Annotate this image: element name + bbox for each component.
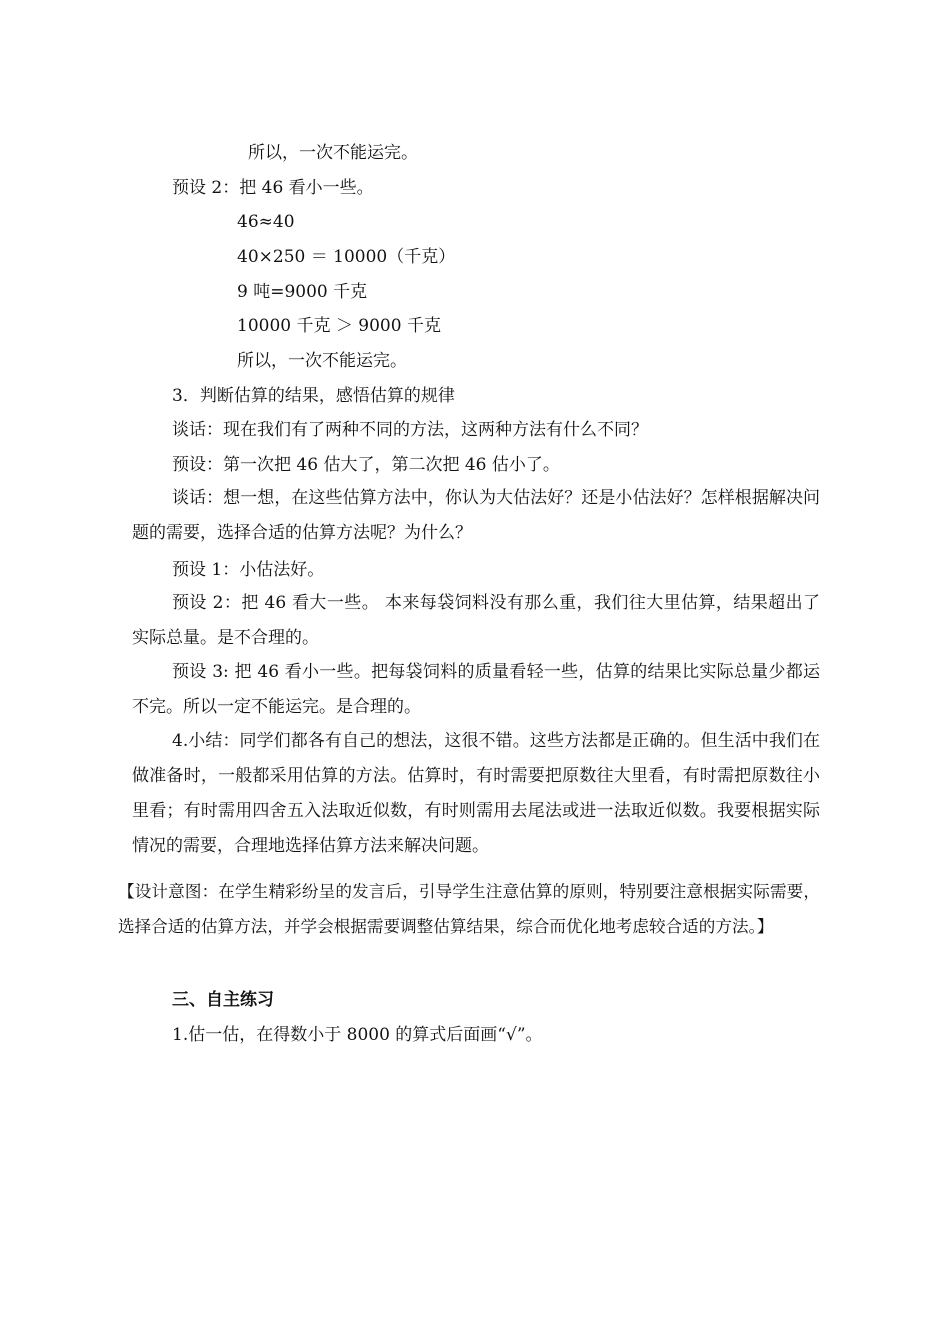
exercise-1-line: 1.估一估，在得数小于 8000 的算式后面画“√”。 (172, 1025, 543, 1045)
multiply-line: 40×250 ＝ 10000（千克） (237, 247, 456, 267)
approx-line: 46≈40 (237, 212, 295, 232)
tons-line: 9 吨=9000 千克 (237, 282, 368, 302)
compare-line: 10000 千克 ＞ 9000 千克 (237, 316, 441, 336)
talk-paragraph-2: 谈话：想一想，在这些估算方法中，你认为大估法好？还是小估法好？怎样根据解决问题的需要，选择合适的估算方法呢？为什么？ (132, 488, 820, 543)
section-practice-heading: 三、自主练习 (172, 990, 274, 1010)
conclusion-line-2: 所以，一次不能运完。 (237, 351, 407, 371)
preset-2-paragraph: 预设 2：把 46 看大一些。 本来每袋饲料没有那么重，我们往大里估算，结果超出了实际总量。是不合理的。 (132, 593, 820, 648)
talk-line-1: 谈话：现在我们有了两种不同的方法，这两种方法有什么不同？ (172, 420, 648, 440)
summary-paragraph: 4.小结：同学们都各有自己的想法，这很不错。这些方法都是正确的。但生活中我们在做准备时，一般都采用估算的方法。估算时，有时需要把原数往大里看，有时需把原数往小里看；有时需用四舍五入法取近似数，有时则需用去尾法或进一法取近似数。我要根据实际情况的需要，合理地选择估算方法来解决问题。 (132, 731, 820, 856)
preset-line: 预设：第一次把 46 估大了，第二次把 46 估小了。 (172, 455, 560, 475)
design-intent-paragraph: 【设计意图：在学生精彩纷呈的发言后，引导学生注意估算的原则，特别要注意根据实际需要，选择合适的估算方法，并学会根据需要调整估算结果，综合而优化地考虑较合适的方法。】 (118, 882, 820, 936)
section-3-heading: 3．判断估算的结果，感悟估算的规律 (172, 386, 455, 406)
preset-3-paragraph: 预设 3: 把 46 看小一些。把每袋饲料的质量看轻一些，估算的结果比实际总量少都运不完。所以一定不能运完。是合理的。 (132, 662, 820, 717)
preset-1-line: 预设 1：小估法好。 (172, 560, 325, 580)
preset-2-heading: 预设 2：把 46 看小一些。 (172, 178, 374, 198)
conclusion-line-1: 所以，一次不能运完。 (248, 143, 418, 163)
